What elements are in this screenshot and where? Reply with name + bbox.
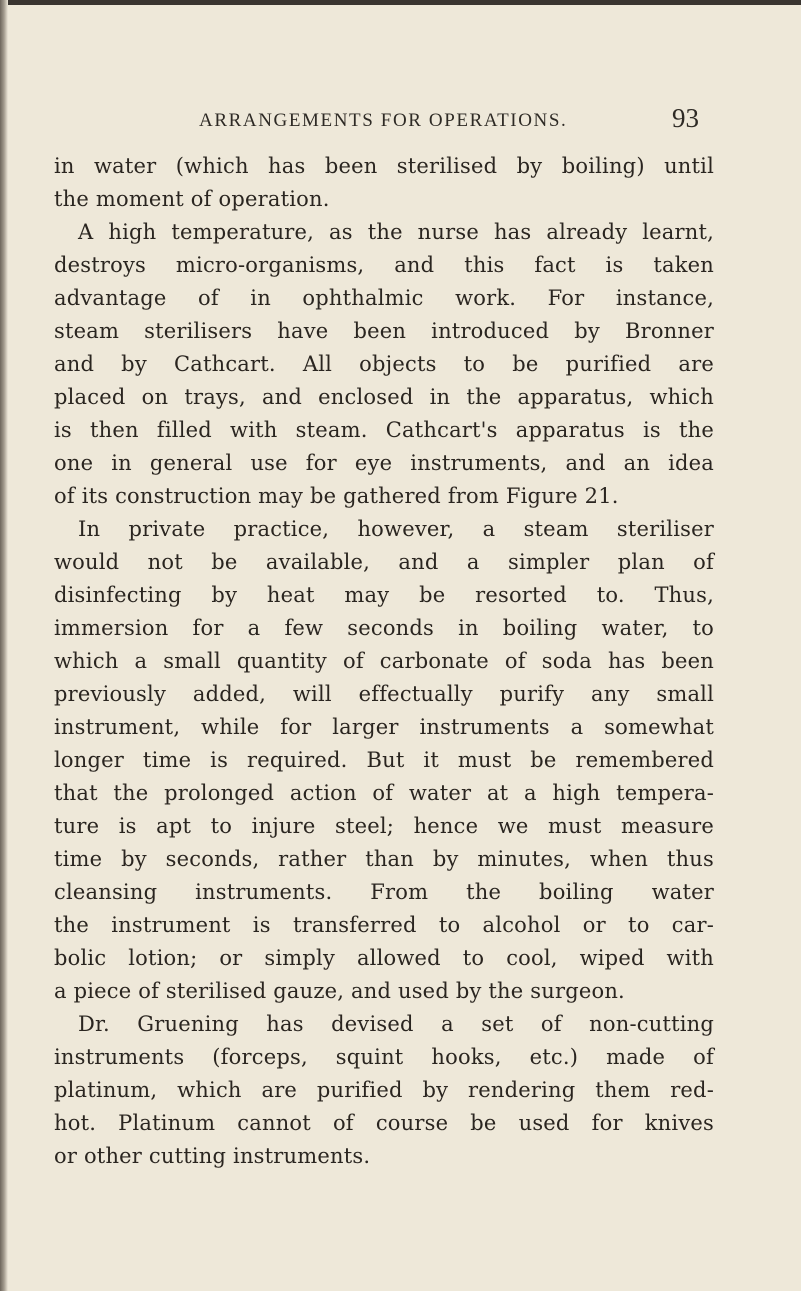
- text-line: and by Cathcart. All objects to be purified are: [54, 352, 714, 376]
- text-line: that the prolonged action of water at a high tempera-: [54, 781, 714, 805]
- text-line: the instrument is transferred to alcohol or to car-: [54, 913, 714, 937]
- text-line: destroys micro-organisms, and this fact is taken: [54, 253, 714, 277]
- text-line: time by seconds, rather than by minutes, when thus: [54, 847, 714, 871]
- text-line: previously added, will effectually purify any small: [54, 682, 714, 706]
- text-line: instrument, while for larger instruments a somewhat: [54, 715, 714, 739]
- text-line: which a small quantity of carbonate of soda has been: [54, 649, 714, 673]
- text-line: of its construction may be gathered from Figure 21.: [54, 484, 619, 508]
- text-line: steam sterilisers have been introduced by Bronner: [54, 319, 714, 343]
- paragraph-start-line: A high temperature, as the nurse has already learnt,: [78, 220, 714, 244]
- top-edge-rule: [0, 0, 801, 5]
- text-line: in water (which has been sterilised by boiling) until: [54, 154, 714, 178]
- paragraph-start-line: In private practice, however, a steam steriliser: [78, 517, 714, 541]
- text-line: immersion for a few seconds in boiling water, to: [54, 616, 714, 640]
- paragraph-start-line: Dr. Gruening has devised a set of non-cutting: [78, 1012, 714, 1036]
- text-line: disinfecting by heat may be resorted to. Thus,: [54, 583, 714, 607]
- running-head: ARRANGEMENTS FOR OPERATIONS.: [199, 110, 568, 131]
- text-line: hot. Platinum cannot of course be used for knives: [54, 1111, 714, 1135]
- page-number: 93: [672, 103, 699, 133]
- text-line: would not be available, and a simpler plan of: [54, 550, 714, 574]
- text-line: cleansing instruments. From the boiling water: [54, 880, 714, 904]
- text-line: one in general use for eye instruments, and an idea: [54, 451, 714, 475]
- text-line: the moment of operation.: [54, 187, 330, 211]
- page-binding-edge: [0, 0, 8, 1291]
- text-line: instruments (forceps, squint hooks, etc.) made of: [54, 1045, 714, 1069]
- text-line: longer time is required. But it must be remembered: [54, 748, 714, 772]
- text-line: or other cutting instruments.: [54, 1144, 371, 1168]
- text-line: bolic lotion; or simply allowed to cool, wiped with: [54, 946, 714, 970]
- text-line: ture is apt to injure steel; hence we must measure: [54, 814, 714, 838]
- text-line: platinum, which are purified by rendering them red-: [54, 1078, 714, 1102]
- body-text: [54, 150, 714, 1173]
- text-line: placed on trays, and enclosed in the apparatus, which: [54, 385, 714, 409]
- text-line: a piece of sterilised gauze, and used by the surgeon.: [54, 979, 625, 1003]
- text-line: advantage of in ophthalmic work. For instance,: [54, 286, 714, 310]
- text-line: is then filled with steam. Cathcart's apparatus is the: [54, 418, 714, 442]
